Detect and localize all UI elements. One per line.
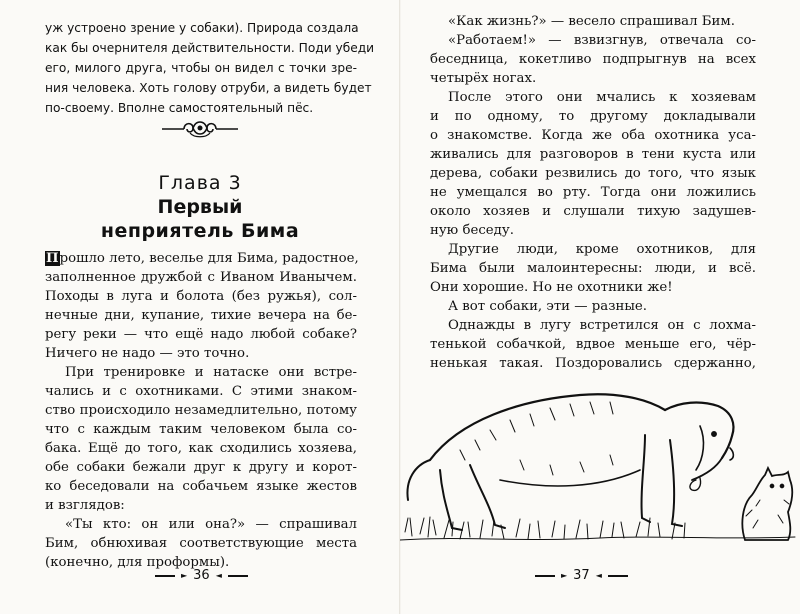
page-number: 37 [573,568,590,583]
text-line: и по одному, то другому докладывали [430,109,756,124]
text-line: Бима были малоинтересны: люди, и всё. [430,261,756,276]
chapter-title-line1: Первый [157,196,243,218]
text-line: (конечно, для проформы). [45,555,230,570]
folio-rule [535,575,555,577]
text-line: ко беседовали на собачьем языке жестов [45,479,357,494]
text-line: Они хорошие. Но не охотники же! [430,280,673,295]
text-line: ненькая такая. Поздоровались сдержанно, [430,356,756,371]
text-line: нечные дни, купание, тихие вечера на бе- [45,308,357,323]
folio-rule [608,575,628,577]
text-line: Походы в луга и болота (без ружья), сол- [45,289,357,304]
text-line: ния человека. Хоть голову отруби, а видеть будет [45,81,372,95]
dogs-illustration [400,340,800,560]
text-line: его, милого друга, чтобы он видел с точки зре- [45,61,357,75]
folio-arrow-icon: ► [561,571,568,580]
folio-arrow-icon: ◄ [215,571,222,580]
text-line: обе собаки бежали друг к другу и корот- [45,460,357,475]
ornament-divider [160,118,240,140]
text-line: уж устроено зрение у собаки). Природа создала [45,21,359,35]
text-line: и взглядов: [45,498,125,513]
first-line [45,249,357,268]
chapter-title-line2: неприятель Бима [100,220,300,242]
text-line: четырёх ногах. [430,71,537,86]
text-line: «Работаем!» — взвизгнув, отвечала со- [448,33,756,48]
folio-rule [155,575,175,577]
text-line: около хозяев и слушали тихую задушев- [430,204,756,219]
text-line: дерева, собаки резвились до того, что язык [430,166,756,181]
page-number-right [535,568,628,583]
page-number-left [155,568,248,583]
text-line: «Ты кто: он или она?» — спрашивал [65,517,357,532]
text-line: живались для разговоров в тени куста или [430,147,756,162]
text-line: как бы очернителя действительности. Поди убеди [45,41,375,55]
folio-rule [228,575,248,577]
first-line-text: рошло лето, веселье для Бима, радостное, [59,251,359,266]
text-line: ство происходило незамедлительно, потому [45,403,357,418]
text-line: А вот собаки, эти — разные. [448,299,648,314]
text-line: тенькой собачкой, вдвое меньше его, чёр- [430,337,756,352]
text-line: о знакомстве. Когда же оба охотника уса- [430,128,756,143]
text-line: Бим, обнюхивая соответствующие места [45,536,357,551]
drop-cap: П [46,251,59,266]
right-page [400,0,800,614]
text-line: Однажды в лугу встретился он с лохма- [448,318,756,333]
text-line: регу реки — что ещё надо любой собаке? [45,327,357,342]
text-line: ную беседу. [430,223,514,238]
page-number: 36 [193,568,210,583]
text-line: Другие люди, кроме охотников, для [448,242,756,257]
text-line: по-своему. Вполне самостоятельный пёс. [45,101,314,115]
text-line: При тренировке и натаске они встре- [65,365,357,380]
folio-arrow-icon: ◄ [595,571,602,580]
text-line: что с каждым таким человеком была со- [45,422,357,437]
text-line: бака. Ещё до того, как сходились хозяева, [45,441,357,456]
text-line: заполненное дружбой с Иваном Иванычем. [45,270,357,285]
text-line: Ничего не надо — это точно. [45,346,250,361]
text-line: не умещался во рту. Тогда они ложились [430,185,756,200]
chapter-number: Глава 3 [158,172,242,194]
folio-arrow-icon: ► [181,571,188,580]
text-line: чались и с охотниками. С этими знаком- [45,384,357,399]
text-line: После этого они мчались к хозяевам [448,90,756,105]
text-line: беседница, кокетливо подпрыгнув на всех [430,52,756,67]
text-line: «Как жизнь?» — весело спрашивал Бим. [448,14,735,29]
